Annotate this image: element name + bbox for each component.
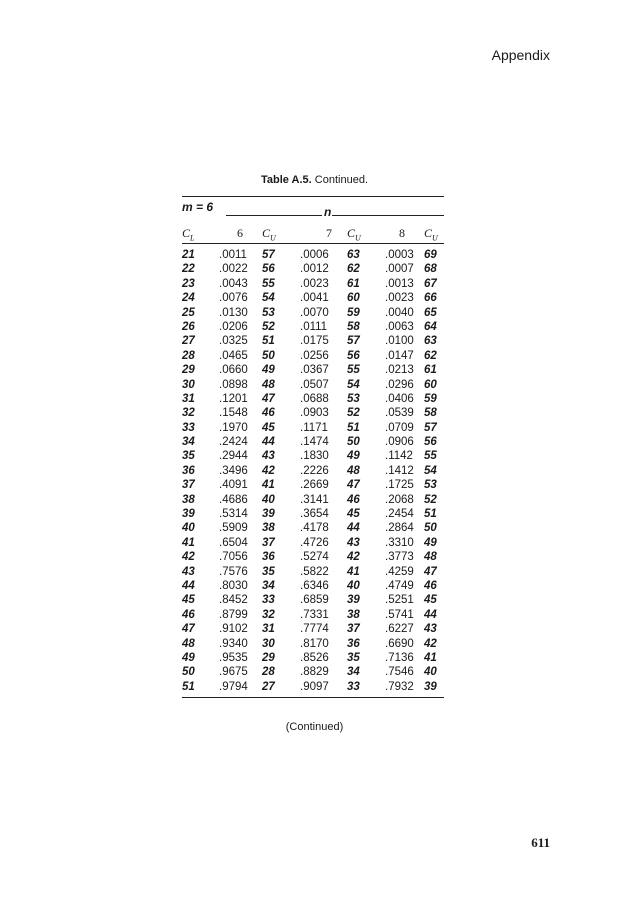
cu8-cell: 48 bbox=[424, 551, 437, 564]
p7-cell: .8170 bbox=[300, 637, 329, 650]
cu8-cell: 66 bbox=[424, 292, 437, 305]
p6-cell: .2944 bbox=[219, 450, 248, 463]
p8-cell: .2454 bbox=[385, 508, 414, 521]
table-row bbox=[182, 551, 444, 565]
table-row bbox=[182, 623, 444, 637]
cu6-cell: 44 bbox=[262, 436, 275, 449]
table-row bbox=[182, 666, 444, 680]
table-row bbox=[182, 307, 444, 321]
cu8-cell: 69 bbox=[424, 249, 437, 261]
cu6-cell: 34 bbox=[262, 579, 275, 592]
cl-cell: 29 bbox=[182, 364, 195, 377]
cu6-cell: 50 bbox=[262, 349, 275, 362]
p8-cell: .0013 bbox=[385, 277, 414, 290]
cu6-cell: 53 bbox=[262, 306, 275, 319]
p6-cell: .8452 bbox=[219, 594, 248, 607]
cl-cell: 39 bbox=[182, 508, 195, 521]
table-row bbox=[182, 422, 444, 436]
p8-cell: .0406 bbox=[385, 392, 414, 405]
p8-cell: .7136 bbox=[385, 651, 414, 664]
cl-cell: 36 bbox=[182, 464, 195, 477]
col-header-n7: 7 bbox=[326, 226, 332, 240]
cu7-cell: 34 bbox=[347, 666, 360, 679]
table-row bbox=[182, 350, 444, 364]
table-row bbox=[182, 580, 444, 594]
p7-cell: .3141 bbox=[300, 493, 329, 506]
p7-cell: .1474 bbox=[300, 436, 329, 449]
cu8-cell: 45 bbox=[424, 594, 437, 607]
table-row bbox=[182, 508, 444, 522]
cu6-cell: 31 bbox=[262, 623, 275, 636]
p7-cell: .4726 bbox=[300, 536, 329, 549]
p8-cell: .0709 bbox=[385, 421, 414, 434]
p8-cell: .0003 bbox=[385, 249, 414, 261]
cu7-cell: 36 bbox=[347, 637, 360, 650]
p7-cell: .0023 bbox=[300, 277, 329, 290]
p6-cell: .0898 bbox=[219, 378, 248, 391]
cu6-cell: 57 bbox=[262, 249, 275, 261]
p7-cell: .7331 bbox=[300, 608, 329, 621]
cu6-cell: 39 bbox=[262, 508, 275, 521]
cu8-cell: 40 bbox=[424, 666, 437, 679]
cu6-cell: 47 bbox=[262, 392, 275, 405]
cu6-cell: 46 bbox=[262, 407, 275, 420]
cu6-cell: 42 bbox=[262, 464, 275, 477]
table-top-rule bbox=[182, 196, 444, 197]
p7-cell: .6346 bbox=[300, 579, 329, 592]
n-label: n bbox=[324, 205, 332, 219]
cl-cell: 44 bbox=[182, 579, 195, 592]
p7-cell: .0006 bbox=[300, 249, 329, 261]
page-header: Appendix bbox=[491, 47, 550, 63]
cu6-cell: 48 bbox=[262, 378, 275, 391]
cu7-cell: 35 bbox=[347, 651, 360, 664]
cu8-cell: 56 bbox=[424, 436, 437, 449]
cl-cell: 41 bbox=[182, 536, 195, 549]
p7-cell: .0070 bbox=[300, 306, 329, 319]
p7-cell: .5274 bbox=[300, 551, 329, 564]
table-row bbox=[182, 292, 444, 306]
cu7-cell: 46 bbox=[347, 493, 360, 506]
p8-cell: .2068 bbox=[385, 493, 414, 506]
table-row bbox=[182, 364, 444, 378]
cu8-cell: 50 bbox=[424, 522, 437, 535]
cu7-cell: 62 bbox=[347, 263, 360, 276]
table-caption bbox=[0, 174, 629, 186]
table-row bbox=[182, 479, 444, 493]
table-row bbox=[182, 537, 444, 551]
n-rule-right bbox=[332, 215, 444, 216]
p6-cell: .1201 bbox=[219, 392, 248, 405]
cl-cell: 26 bbox=[182, 320, 195, 333]
table-row bbox=[182, 335, 444, 349]
cu7-cell: 43 bbox=[347, 536, 360, 549]
table-row bbox=[182, 278, 444, 292]
cu6-cell: 52 bbox=[262, 320, 275, 333]
p6-cell: .1548 bbox=[219, 407, 248, 420]
p6-cell: .5909 bbox=[219, 522, 248, 535]
p6-cell: .0130 bbox=[219, 306, 248, 319]
p8-cell: .0063 bbox=[385, 320, 414, 333]
cu8-cell: 42 bbox=[424, 637, 437, 650]
cu7-cell: 33 bbox=[347, 680, 360, 693]
col-header-n6: 6 bbox=[237, 226, 243, 240]
p7-cell: .7774 bbox=[300, 623, 329, 636]
cu8-cell: 41 bbox=[424, 651, 437, 664]
table-row bbox=[182, 638, 444, 652]
cl-cell: 42 bbox=[182, 551, 195, 564]
cl-cell: 34 bbox=[182, 436, 195, 449]
p7-cell: .0012 bbox=[300, 263, 329, 276]
p6-cell: .9535 bbox=[219, 651, 248, 664]
p8-cell: .0040 bbox=[385, 306, 414, 319]
p8-cell: .1725 bbox=[385, 479, 414, 492]
p7-cell: .5822 bbox=[300, 565, 329, 578]
p8-cell: .5251 bbox=[385, 594, 414, 607]
cu8-cell: 67 bbox=[424, 277, 437, 290]
cu8-cell: 43 bbox=[424, 623, 437, 636]
cl-cell: 31 bbox=[182, 392, 195, 405]
cu7-cell: 57 bbox=[347, 335, 360, 348]
p6-cell: .0660 bbox=[219, 364, 248, 377]
cu7-cell: 37 bbox=[347, 623, 360, 636]
cu7-cell: 58 bbox=[347, 320, 360, 333]
p8-cell: .1142 bbox=[385, 450, 413, 463]
cu6-cell: 33 bbox=[262, 594, 275, 607]
cu7-cell: 49 bbox=[347, 450, 360, 463]
table-row bbox=[182, 393, 444, 407]
p7-cell: .0111 bbox=[300, 320, 328, 333]
n-rule-left bbox=[226, 215, 322, 216]
cu6-cell: 49 bbox=[262, 364, 275, 377]
cl-cell: 28 bbox=[182, 349, 195, 362]
p6-cell: .7576 bbox=[219, 565, 248, 578]
table-row bbox=[182, 407, 444, 421]
p8-cell: .6690 bbox=[385, 637, 414, 650]
p8-cell: .3310 bbox=[385, 536, 414, 549]
table-header-rule bbox=[182, 243, 444, 244]
cu8-cell: 59 bbox=[424, 392, 437, 405]
p6-cell: .4091 bbox=[219, 479, 248, 492]
cl-cell: 51 bbox=[182, 680, 195, 693]
cu7-cell: 51 bbox=[347, 421, 360, 434]
p6-cell: .7056 bbox=[219, 551, 248, 564]
cu6-cell: 32 bbox=[262, 608, 275, 621]
table-row bbox=[182, 494, 444, 508]
p8-cell: .0007 bbox=[385, 263, 414, 276]
cu8-cell: 51 bbox=[424, 508, 437, 521]
cu8-cell: 63 bbox=[424, 335, 437, 348]
p7-cell: .6859 bbox=[300, 594, 329, 607]
cl-cell: 30 bbox=[182, 378, 195, 391]
col-header-n8: 8 bbox=[399, 226, 405, 240]
page-number: 611 bbox=[531, 835, 550, 850]
p8-cell: .7932 bbox=[385, 680, 414, 693]
p6-cell: .0022 bbox=[219, 263, 248, 276]
cl-cell: 50 bbox=[182, 666, 195, 679]
p6-cell: .0206 bbox=[219, 320, 248, 333]
cu7-cell: 56 bbox=[347, 349, 360, 362]
p8-cell: .0296 bbox=[385, 378, 414, 391]
cl-cell: 40 bbox=[182, 522, 195, 535]
table-row bbox=[182, 594, 444, 608]
cu7-cell: 45 bbox=[347, 508, 360, 521]
cl-cell: 23 bbox=[182, 277, 195, 290]
m-label: m = 6 bbox=[182, 200, 214, 214]
p8-cell: .4749 bbox=[385, 579, 414, 592]
cu8-cell: 53 bbox=[424, 479, 437, 492]
cu8-cell: 49 bbox=[424, 536, 437, 549]
p8-cell: .0147 bbox=[385, 349, 414, 362]
cu8-cell: 68 bbox=[424, 263, 437, 276]
p6-cell: .8799 bbox=[219, 608, 248, 621]
table-row bbox=[182, 681, 444, 695]
cl-cell: 21 bbox=[182, 249, 195, 261]
cu6-cell: 54 bbox=[262, 292, 275, 305]
p8-cell: .1412 bbox=[385, 464, 414, 477]
cu7-cell: 54 bbox=[347, 378, 360, 391]
cl-cell: 47 bbox=[182, 623, 195, 636]
cu6-cell: 27 bbox=[262, 680, 275, 693]
p7-cell: .0507 bbox=[300, 378, 329, 391]
table-row bbox=[182, 465, 444, 479]
table-row bbox=[182, 566, 444, 580]
p6-cell: .1970 bbox=[219, 421, 248, 434]
cu6-cell: 55 bbox=[262, 277, 275, 290]
col-header-cu3: $C_U$ bbox=[424, 226, 438, 243]
cu6-cell: 38 bbox=[262, 522, 275, 535]
cu7-cell: 59 bbox=[347, 306, 360, 319]
cl-cell: 35 bbox=[182, 450, 195, 463]
cl-cell: 38 bbox=[182, 493, 195, 506]
p6-cell: .2424 bbox=[219, 436, 248, 449]
p7-cell: .0175 bbox=[300, 335, 329, 348]
cl-cell: 22 bbox=[182, 263, 195, 276]
cu6-cell: 28 bbox=[262, 666, 275, 679]
cu8-cell: 44 bbox=[424, 608, 437, 621]
cu7-cell: 38 bbox=[347, 608, 360, 621]
p6-cell: .0076 bbox=[219, 292, 248, 305]
p7-cell: .2669 bbox=[300, 479, 329, 492]
p7-cell: .9097 bbox=[300, 680, 329, 693]
cu7-cell: 39 bbox=[347, 594, 360, 607]
p8-cell: .7546 bbox=[385, 666, 414, 679]
table-row bbox=[182, 609, 444, 623]
cu8-cell: 47 bbox=[424, 565, 437, 578]
cu8-cell: 60 bbox=[424, 378, 437, 391]
cu7-cell: 47 bbox=[347, 479, 360, 492]
cu8-cell: 55 bbox=[424, 450, 437, 463]
cu8-cell: 61 bbox=[424, 364, 437, 377]
p7-cell: .2226 bbox=[300, 464, 329, 477]
cu8-cell: 62 bbox=[424, 349, 437, 362]
cu7-cell: 60 bbox=[347, 292, 360, 305]
cu6-cell: 51 bbox=[262, 335, 275, 348]
cu6-cell: 29 bbox=[262, 651, 275, 664]
cu6-cell: 41 bbox=[262, 479, 275, 492]
cu8-cell: 39 bbox=[424, 680, 437, 693]
cu6-cell: 36 bbox=[262, 551, 275, 564]
cl-cell: 27 bbox=[182, 335, 195, 348]
p6-cell: .0465 bbox=[219, 349, 248, 362]
p6-cell: .5314 bbox=[219, 508, 248, 521]
table-row bbox=[182, 263, 444, 277]
cl-cell: 46 bbox=[182, 608, 195, 621]
table-bottom-rule bbox=[182, 697, 444, 698]
p8-cell: .3773 bbox=[385, 551, 414, 564]
p8-cell: .5741 bbox=[385, 608, 414, 621]
cu6-cell: 30 bbox=[262, 637, 275, 650]
table-row bbox=[182, 436, 444, 450]
cu7-cell: 40 bbox=[347, 579, 360, 592]
cu6-cell: 40 bbox=[262, 493, 275, 506]
col-header-cu1: $C_U$ bbox=[262, 226, 276, 243]
p8-cell: .0023 bbox=[385, 292, 414, 305]
table-body bbox=[182, 249, 444, 695]
table-row bbox=[182, 652, 444, 666]
p8-cell: .6227 bbox=[385, 623, 414, 636]
p7-cell: .0688 bbox=[300, 392, 329, 405]
col-header-cu2: $C_U$ bbox=[347, 226, 361, 243]
table-caption-text: Continued. bbox=[314, 174, 369, 186]
table-row bbox=[182, 522, 444, 536]
p8-cell: .4259 bbox=[385, 565, 414, 578]
p7-cell: .0903 bbox=[300, 407, 329, 420]
cu8-cell: 52 bbox=[424, 493, 437, 506]
cu8-cell: 58 bbox=[424, 407, 437, 420]
cu6-cell: 43 bbox=[262, 450, 275, 463]
p7-cell: .0041 bbox=[300, 292, 329, 305]
cl-cell: 32 bbox=[182, 407, 195, 420]
p6-cell: .3496 bbox=[219, 464, 248, 477]
cl-cell: 49 bbox=[182, 651, 195, 664]
p6-cell: .9675 bbox=[219, 666, 248, 679]
p7-cell: .0367 bbox=[300, 364, 329, 377]
cl-cell: 25 bbox=[182, 306, 195, 319]
table-caption-label: Table A.5. bbox=[260, 174, 312, 186]
cu7-cell: 42 bbox=[347, 551, 360, 564]
cl-cell: 43 bbox=[182, 565, 195, 578]
cu7-cell: 53 bbox=[347, 392, 360, 405]
p7-cell: .1171 bbox=[300, 421, 328, 434]
cu8-cell: 64 bbox=[424, 320, 437, 333]
cu7-cell: 52 bbox=[347, 407, 360, 420]
cu6-cell: 56 bbox=[262, 263, 275, 276]
p8-cell: .0906 bbox=[385, 436, 414, 449]
cu7-cell: 44 bbox=[347, 522, 360, 535]
p7-cell: .8829 bbox=[300, 666, 329, 679]
cu7-cell: 48 bbox=[347, 464, 360, 477]
cu7-cell: 55 bbox=[347, 364, 360, 377]
cu8-cell: 57 bbox=[424, 421, 437, 434]
p6-cell: .4686 bbox=[219, 493, 248, 506]
cu7-cell: 63 bbox=[347, 249, 360, 261]
cl-cell: 37 bbox=[182, 479, 195, 492]
p6-cell: .6504 bbox=[219, 536, 248, 549]
p6-cell: .0011 bbox=[219, 249, 247, 261]
p8-cell: .0539 bbox=[385, 407, 414, 420]
cu7-cell: 41 bbox=[347, 565, 360, 578]
cu7-cell: 50 bbox=[347, 436, 360, 449]
cu6-cell: 37 bbox=[262, 536, 275, 549]
p8-cell: .2864 bbox=[385, 522, 414, 535]
p7-cell: .0256 bbox=[300, 349, 329, 362]
p6-cell: .9340 bbox=[219, 637, 248, 650]
continued-note: (Continued) bbox=[285, 721, 344, 733]
cl-cell: 24 bbox=[182, 292, 195, 305]
table-row bbox=[182, 450, 444, 464]
cu7-cell: 61 bbox=[347, 277, 360, 290]
cu6-cell: 35 bbox=[262, 565, 275, 578]
cu8-cell: 46 bbox=[424, 579, 437, 592]
p6-cell: .8030 bbox=[219, 579, 248, 592]
col-header-cl: $C_L$ bbox=[182, 226, 195, 243]
p6-cell: .0043 bbox=[219, 277, 248, 290]
p7-cell: .8526 bbox=[300, 651, 329, 664]
p7-cell: .4178 bbox=[300, 522, 329, 535]
p6-cell: .9102 bbox=[219, 623, 248, 636]
p8-cell: .0100 bbox=[385, 335, 414, 348]
cu8-cell: 54 bbox=[424, 464, 437, 477]
cl-cell: 48 bbox=[182, 637, 195, 650]
cl-cell: 33 bbox=[182, 421, 195, 434]
table-row bbox=[182, 379, 444, 393]
p6-cell: .9794 bbox=[219, 680, 248, 693]
cu8-cell: 65 bbox=[424, 306, 437, 319]
cl-cell: 45 bbox=[182, 594, 195, 607]
cu6-cell: 45 bbox=[262, 421, 275, 434]
p8-cell: .0213 bbox=[385, 364, 414, 377]
p7-cell: .3654 bbox=[300, 508, 329, 521]
p6-cell: .0325 bbox=[219, 335, 248, 348]
p7-cell: .1830 bbox=[300, 450, 329, 463]
table-row bbox=[182, 321, 444, 335]
table-row bbox=[182, 249, 444, 263]
